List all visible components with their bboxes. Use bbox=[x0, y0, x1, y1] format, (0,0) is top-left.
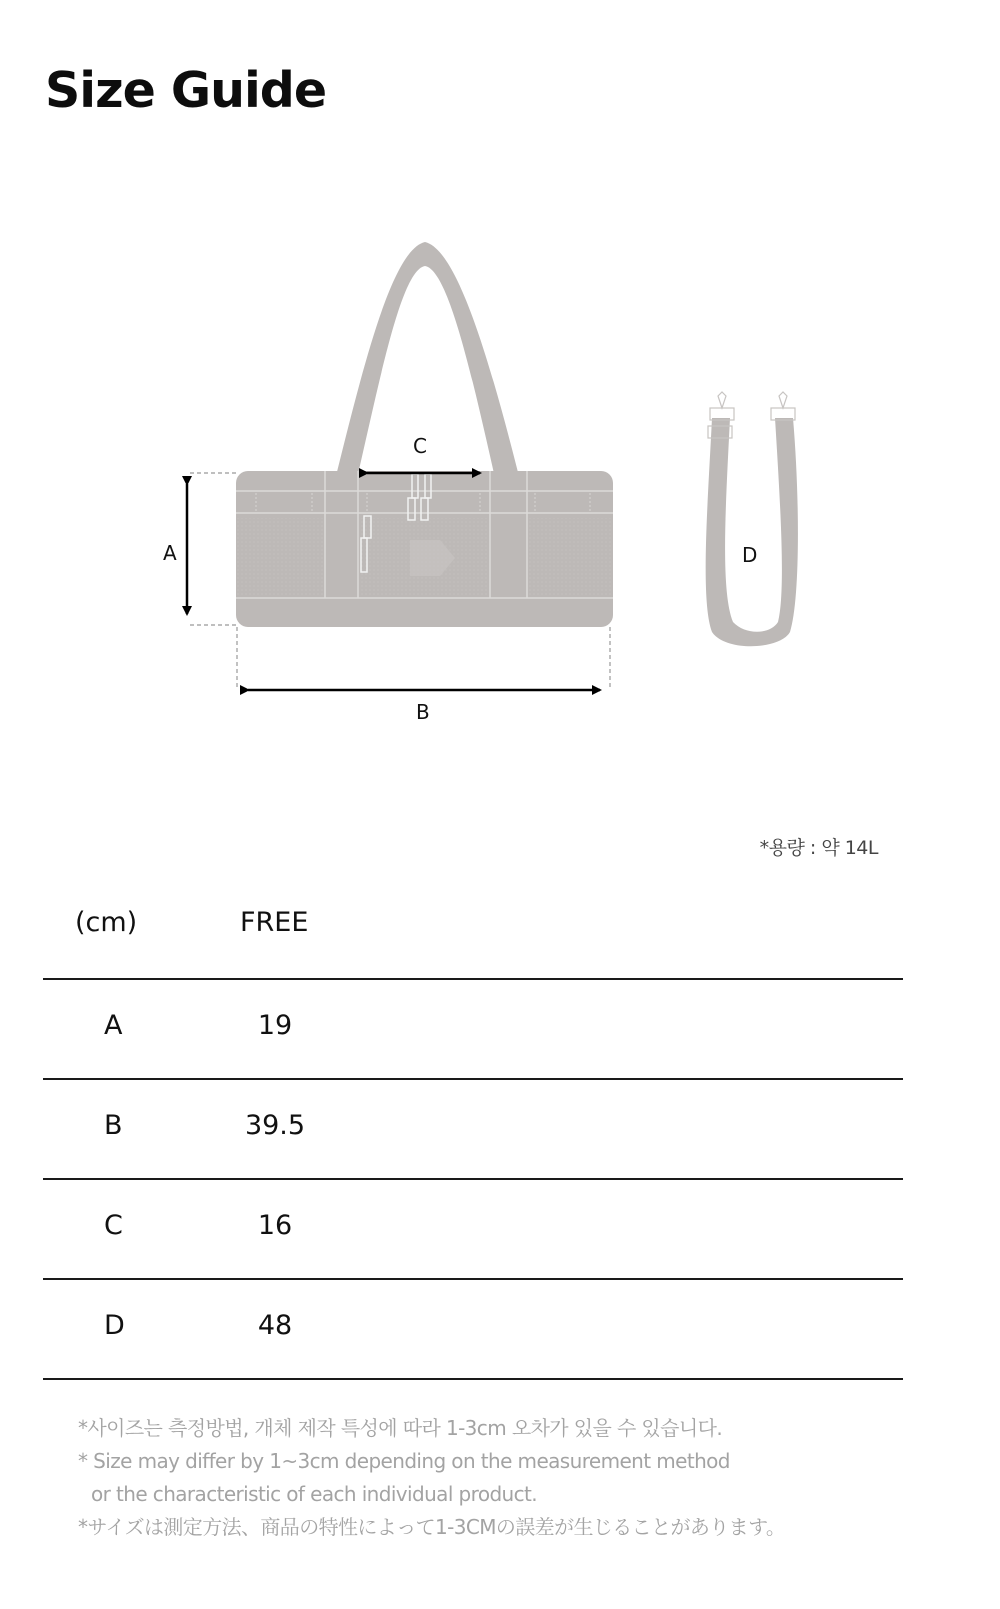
table-row: A 19 bbox=[43, 980, 903, 1080]
page-title: Size Guide bbox=[45, 62, 327, 119]
measurement-value: 39.5 bbox=[244, 1110, 306, 1141]
footnote-korean: *사이즈는 측정방법, 개체 제작 특성에 따라 1-3cm 오차가 있을 수 있습니다. bbox=[78, 1416, 723, 1440]
dimension-label-a: A bbox=[163, 541, 177, 565]
footnotes bbox=[78, 1412, 785, 1544]
bag-body bbox=[236, 471, 613, 627]
table-row: B 39.5 bbox=[43, 1080, 903, 1180]
dimension-c bbox=[367, 434, 480, 473]
footnote-english-line2: or the characteristic of each individual product. bbox=[91, 1482, 538, 1506]
unit-header: (cm) bbox=[75, 907, 138, 938]
measurement-value: 16 bbox=[257, 1210, 293, 1241]
shoulder-strap bbox=[706, 392, 798, 646]
dimension-label-b: B bbox=[416, 700, 430, 724]
bag-size-diagram bbox=[0, 0, 1000, 760]
size-table bbox=[43, 885, 903, 1380]
footnote-japanese: *サイズは測定方法、商品の特性によって1-3CMの誤差が生じることがあります。 bbox=[78, 1515, 786, 1539]
footnote-english-line1: * Size may differ by 1~3cm depending on the measurement method bbox=[78, 1449, 730, 1473]
dimension-label-d: D bbox=[742, 543, 758, 567]
dimension-a bbox=[163, 473, 236, 625]
measurement-value: 19 bbox=[257, 1010, 293, 1041]
table-row: D 48 bbox=[43, 1280, 903, 1380]
dimension-b bbox=[237, 627, 610, 724]
bag-handle bbox=[330, 242, 525, 500]
dimension-label-c: C bbox=[413, 434, 427, 458]
measurement-value: 48 bbox=[257, 1310, 293, 1341]
capacity-note: *용량 : 약 14L bbox=[759, 837, 878, 859]
size-table-header bbox=[43, 885, 903, 980]
size-header: FREE bbox=[240, 907, 309, 938]
table-row: C 16 bbox=[43, 1180, 903, 1280]
